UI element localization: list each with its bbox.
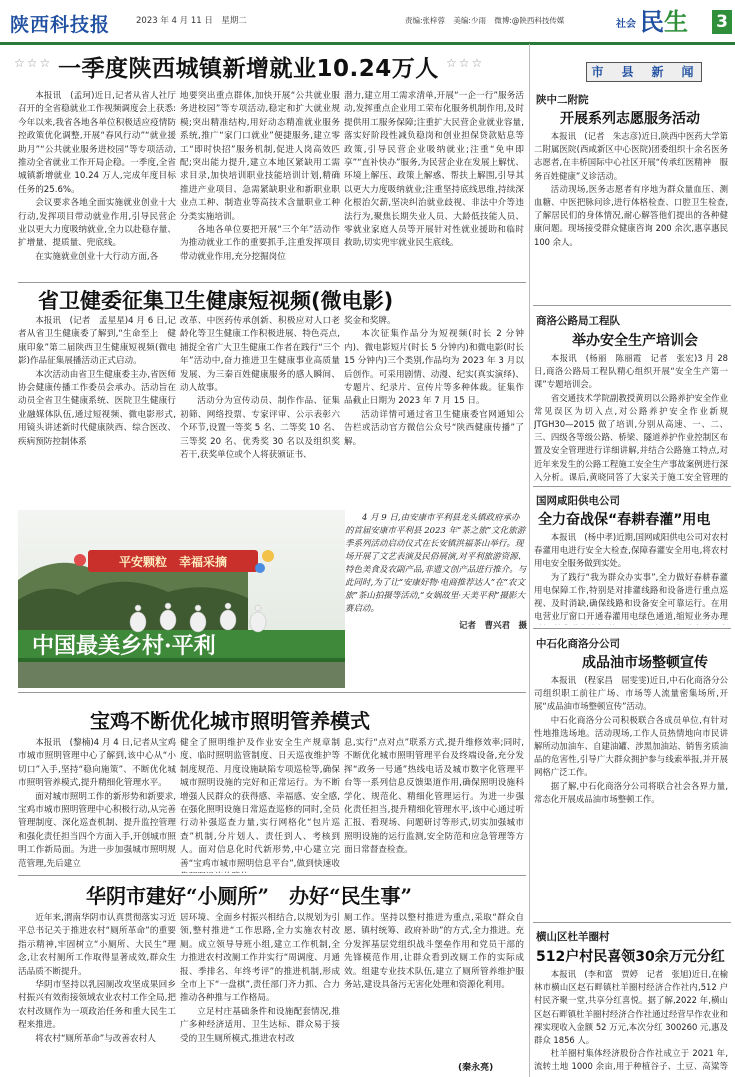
kicker-power: 国网咸阳供电公司: [536, 495, 620, 507]
paragraph: 华阴市坚持以乳园厕改攻坚成果回乡村振兴有效衔接领域农业农村工作全局,把农村改厕作为一项政治任务和重大民生工程来推进。: [18, 980, 176, 1031]
divider: [18, 282, 526, 283]
paragraph: 潜力,建立用工需求清单,开展“一企一行”服务活动,发挥重点企业用工荣布化服务机制作用,及时提供用工服务保障;注重扩大民营企业就业容量,落实好阶段性减负稳岗和创业担保贷款贴息等政策,引导民营企业吸纳就业;注重“免申即享”“直补快办”服务,为民营企业在发展上解忧、环境上解压、政策上解惑、帮扶上解围,引导其以更大力度吸纳就业;注重坚持底线思维,持续深化根治欠薪,坚决纠治就业歧视、非法中介等违法行为,聚焦长期失业人员、大龄低技能人员、零就业家庭人员等开展针对性就业援助和临时救助,切实兜牢就业民生底线。: [344, 91, 524, 249]
divider: [533, 486, 731, 487]
section-title: [616, 4, 688, 40]
paragraph: 居环境、全面乡村振兴相结合,以规划为引领,整村推进“工作思路,全力实施农村改厕。成立领导导班小组,建立工作机制,全力推进农村改厕工作并实行“周调度、月通报、季排名、年终考评”的推进机制,形成全市上下“一盘棋”,责任部门齐力抓、合力推动各种推与工作格局。: [180, 913, 340, 1004]
kicker-commerce: 中石化商洛分公司: [536, 638, 620, 650]
baoji-col-1: [18, 737, 176, 873]
section-big-1: 民: [640, 7, 664, 36]
banner-text: 平安颗粒 幸福采摘: [118, 555, 228, 569]
photo-byline: 记者 曹兴君 摄: [458, 621, 527, 631]
wechat-credit: 微博:@陕西科技传媒: [494, 16, 565, 25]
paragraph: 本报讯 (杨丽 陈丽霞 记者 张宏)3 月 28 日,商洛公路局工程队精心组织开展“安全生产第一课”专题培训会。: [534, 353, 728, 390]
issue-date: 2023 年 4 月 11 日 星期二: [136, 16, 247, 26]
section-big-2: 生: [664, 7, 688, 36]
paragraph: 地要突出重点群体,加快开展“公共就业服务进校园”等专项活动,稳定和扩大就业规模;突出精准结构,用好动态精准就业服务系统,推广“家门口就业”便捷服务,建立零工“即时快招”服务机制,促进人岗高效匹配;突出能力提升,建立本地区紧缺用工需求目录,加快培训职业技能培训计划,精确推进产业项目、急需紧缺职业和新职业职业点工种、制造业等高技术含量职业工种分类实施培训。: [180, 91, 340, 222]
caption-text: 4 月 9 日,由安康市平利县龙头镇政府承办的首届安康市平利县 2023 年“茶之旅”文化旅游季系列活动启动仪式在长安镇洪福茶山举行。现场开展了文艺表演及民俗展演,对平利旅游资源、特色美食及农副产品,非遗文创产品进行推介。与此同时,为了让“安康好物·电商推荐达人”在“农文旅”茶山拍摄等活动,“女娲故里·天美平利”摄影大赛启动。: [345, 513, 527, 614]
paragraph: 本报讯 (杨中孝)近期,国网咸阳供电公司对农村春灌用电进行安全大检查,保障春灌安全用电,将农村用电安全服务做到实处。: [534, 532, 728, 569]
paragraph: 本次征集作品分为短视频(时长 2 分钟内)、微电影短片(时长 5 分钟内)和微电影(时长 15 分钟内)三个类别,作品均为 2023 年 3 月以后创作。可采用剧情、动漫、纪实(真实演绎)、专题片、纪录片、宣传片等多种体裁。征集作品截止日期为 2023 年 7 月 15 日。: [344, 329, 524, 407]
paragraph: 面对城市照明工作的新形势和新要求,宝鸡市城市照明管理中心积极行动,从完善管理制度、深化巡查机制、提升监控管理和强化责任担当四个方面入手,开创城市照明工作新局面。为进一步加强城市照明规范管理,先后建立: [18, 791, 176, 869]
headline-health-video: 省卫健委征集卫生健康短视频(微电影): [38, 289, 394, 313]
right-section-header: 市 县 新 闻: [586, 62, 702, 82]
divider: [18, 875, 526, 876]
health-col-3: [344, 315, 524, 507]
title-power: 全力奋战保“春耕春灌”用电: [538, 512, 711, 528]
title-hengshan: 512户村民喜领30余万元分红: [536, 949, 725, 965]
divider: [533, 628, 731, 629]
paragraph: 活动现场,医务志愿者有序地为群众量血压、测血糖、中医把脉问诊,进行体格检查、口腔卫生检查,了解居民们的身体情况,耐心解答他们提出的各种健康问题。现场接受群众健康咨询 200 余次,惠享惠民 100 余人。: [534, 183, 728, 247]
paragraph: 活动详情可通过省卫生健康委官网通知公告栏或活动官方微信公众号“陕西健康传播”了解。: [344, 409, 524, 447]
paragraph: 杜羊圈村集体经济股份合作社成立于 2021 年,流转土地 1000 余亩,用于种植谷子、土豆、高粱等: [534, 1048, 728, 1072]
divider: [18, 692, 526, 693]
kicker-hengshan: 横山区杜羊圈村: [536, 931, 610, 943]
paragraph: 各地各单位要把开展“三个年”活动作为推动就业工作的重要抓手,注重发挥项目带动就业作用,充分挖掘岗位: [180, 225, 340, 262]
paragraph: 本报讯 (李和富 贾婷 记者 张旭)近日,在榆林市横山区赵石畔镇杜羊圈村经济合作社内,512 户村民齐聚一堂,共享分红喜悦。据了解,2022 年,横山区赵石畔镇杜羊圈村经济合作社通过经营早作农业和裸实现收入金额 52 万元,本次分红 300260 元,惠及群众 1856 人。: [534, 969, 728, 1046]
title-hospital: 开展系列志愿服务活动: [560, 111, 700, 127]
paragraph: 本次活动由省卫生健康委主办,省医师协会健康传播工作委员会承办。活动旨在动员全省卫生健康系统、医院卫生健康行业融媒体队伍,通过短视频、微电影形式,用镜头讲述新时代健康陕西、综合医改、疾病预防控制体系: [18, 369, 176, 447]
body-power: [534, 531, 728, 625]
paragraph: 息,实行“点对点”联系方式,提升维修效率;同时,不断优化城市照明管理平台及终端设备,充分发挥“政务一号通”热线电话及城市数字化管理平台等一系列信息反馈渠道作用,确保照明设施科学化、规范化、精细化管理运行。为进一步强化责任担当,提升精细化管理水平,该中心通过听汇报、看现场、问题研讨等形式,切实加强城市照明设施的运行监测,安全防范和应急管理等方面日常督查检查。: [344, 738, 524, 856]
body-hospital: [534, 130, 728, 302]
newspaper-logo: 陕西科技报: [10, 14, 111, 36]
paragraph: 改革、中医药传承创新、积极应对人口老龄化等卫生健康工作积极进展、特色亮点,捕捉全省广大卫生健康工作者在践行“三个年”活动中,奋力推进卫生健康事业高质量发展、为三秦百姓健康服务的感人瞬间、动人故事。: [180, 316, 340, 394]
paragraph: 会议要求各地全面实施就业创业十大行动,发挥项目带动就业作用,引导民营企业以更大力度吸纳就业,全力以赴稳存量、扩增量、提质量、兜底线。: [18, 198, 176, 249]
paragraph: 近年来,渭南华阴市认真贯彻落实习近平总书记关于推进农村“厕所革命”的重要指示精神,牢固树立“小厕所、大民生”理念,让农村厕所工作取得显著成效,群众生活品质不断提升。: [18, 913, 176, 977]
decorative-stars-left: ☆☆☆: [14, 56, 53, 70]
huayin-col-3: [344, 912, 524, 1057]
paragraph: 立足村庄基础条件和设施配套情况,推广多种经济适用、卫生达标、群众易于接受的卫生厕所模式,推进农村改: [180, 1006, 340, 1044]
paragraph: 将农村“厕所革命”与改善农村人: [35, 1033, 156, 1044]
paragraph: 本报讯 (记者 孟星星)4 月 6 日,记者从省卫生健康委了解到,“生命至上 健康印象”第二届陕西卫生健康短视频(微电影)作品征集展播活动正式启动。: [18, 316, 176, 367]
body-highway: [534, 352, 728, 484]
editor-credit: 责编:张梓蓉: [405, 16, 446, 25]
kicker-hospital: 陕中二附院: [536, 94, 589, 106]
huayin-col-1: [18, 912, 176, 1072]
decorative-stars-right: ☆☆☆: [446, 56, 485, 70]
headline-employment: 一季度陕西城镇新增就业10.24万人: [58, 56, 439, 82]
divider: [533, 922, 731, 923]
paragraph: 本报讯 (程家昌 屈雯雯)近日,中石化商洛分公司组织职工前往广场、市场等人流量密集场所,开展“成品油市场整顿宣传”活动。: [534, 675, 728, 712]
paragraph: 厕工作。坚持以整村推进为重点,采取“群众自愿、镇村统筹、政府补助”的方式,全力推进。充分发挥基层党组织战斗堡垒作用和党员干部的先锋模范作用,让群众看到改厕工作的实际成效。组建专业技术队伍,建立了厕所管养维护服务站,建设具备污无害化处理和资源化利用。: [344, 913, 524, 991]
title-highway: 举办安全生产培训会: [572, 333, 698, 349]
masthead: [0, 0, 735, 44]
paragraph: 本报讯 (记者 朱志彦)近日,陕西中医药大学第二附属医院(西咸新区中心医院)团委组织十余名医务志愿者,在丰桥国际中心社区开展“传承红医精神 服务百姓健康”义诊活动。: [534, 131, 728, 181]
paragraph: 奖金和奖牌。: [344, 316, 396, 326]
health-col-2: [180, 315, 340, 507]
title-commerce: 成品油市场整顿宣传: [582, 655, 708, 671]
employment-col-3: [344, 90, 524, 280]
paragraph: 省交通技术学院副教授黄玥以公路养护安全作业常见误区为切入点,对公路养护安全作业新规 JTGH30—2015 做了培训,分别从高速、一、二、三、四级各等级公路、桥梁、隧道养护作业控制区布置及安全管理进行详细讲解,并结合公路施工特点,对近年来发生的公路工程施工安全生产事故案例进行深入分析。课后,黄晓同答了大家关于施工安全管理的: [534, 392, 728, 482]
body-hengshan: [534, 968, 728, 1074]
paragraph: 为了践行“我为群众办实事”,全力做好春耕春灌用电保障工作,特别是对排灌线路和设备进行重点巡视、及时消缺,确保线路和设备安全可靠运行。在用电营业厅窗口开通春灌用电绿色通道,缩短业务办理: [534, 571, 728, 622]
huayin-col-2: [180, 912, 340, 1072]
section-small: 社会: [616, 18, 636, 30]
employment-col-2: [180, 90, 340, 280]
baoji-col-3: [344, 737, 524, 873]
employment-col-1: [18, 90, 176, 280]
headline-baoji: 宝鸡不断优化城市照明管养模式: [90, 709, 370, 733]
paragraph: 活动分为宣传动员、制作作品、征集初筛、网络投票、专家评审、公示表彰六个环节,设置一等奖 5 名、二等奖 10 名、三等奖 20 名、优秀奖 30 名以及组织奖若干,获奖单位或个人将获颁证书、: [180, 396, 340, 461]
designer-credit: 美编:少雨: [453, 16, 486, 25]
paragraph: 中石化商洛分公司积极联合各成员单位,有针对性地推选场地。活动现场,工作人员热情地向市民讲解所动加油车、自建油罐、涉黑加油站、销售劣质油品的危害性,引导广大群众拥护参与线索举报,并开展网格广泛工作。: [534, 714, 728, 778]
paragraph: 本报讯 (孟珂)近日,记者从省人社厅召开的全省稳就业工作视频调度会上获悉:今年以来,我省各地各单位积极适应疫情防控政策优化调整,开展“春风行动”“就业援助月”“公共就业服务进校园”等专项活动,推动全省就业工作开局企稳。一季度,全省城镇新增就业 10.24 万人,完成年度目标任务的25.6%。: [18, 91, 176, 195]
paragraph: 本报讯 (黎楠)4 月 4 日,记者从宝鸡市城市照明管理中心了解到,该中心从“小切口”入手,坚持“稳向施策”、不断优化城市照明管养模式,提升精细化管理水平。: [18, 738, 176, 789]
paragraph: 在实施就业创业十大行动方面,各: [35, 251, 159, 262]
editor-credits: [405, 15, 570, 26]
paragraph: 据了解,中石化商洛分公司将联合社会各界力量,常态化开展成品油市场整顿工作。: [534, 780, 728, 804]
photo-caption: [345, 512, 527, 633]
health-col-1: [18, 315, 176, 507]
baoji-col-2: [180, 737, 340, 873]
divider: [533, 305, 731, 306]
huayin-author: (秦永亮): [458, 1063, 494, 1073]
body-commerce: [534, 674, 728, 914]
arch-text: 中国最美乡村·平利: [32, 633, 216, 659]
paragraph: 健全了照明维护及作业安全生产规章制度、临时照明监管制度、日天巡夜维护等制度规范、月度设施缺陷专项巡检等,确保城市照明设施的完好和正常运行。为不断增强人民群众的获得感、幸福感、安全感,在强化照明设施日常巡查巡修的同时,全员行动补强巡查力量,实行网格化“包片巡查”机制,分片划人、责任到人、考核到人。面对信息化时代新形势,中心建立完善“宝鸡市城市照明信息平台”,做到快速收: [180, 738, 340, 869]
headline-huayin: 华阴市建好“小厕所” 办好“民生事”: [86, 884, 413, 908]
page-number: 3: [712, 10, 732, 34]
kicker-highway: 商洛公路局工程队: [536, 315, 620, 327]
